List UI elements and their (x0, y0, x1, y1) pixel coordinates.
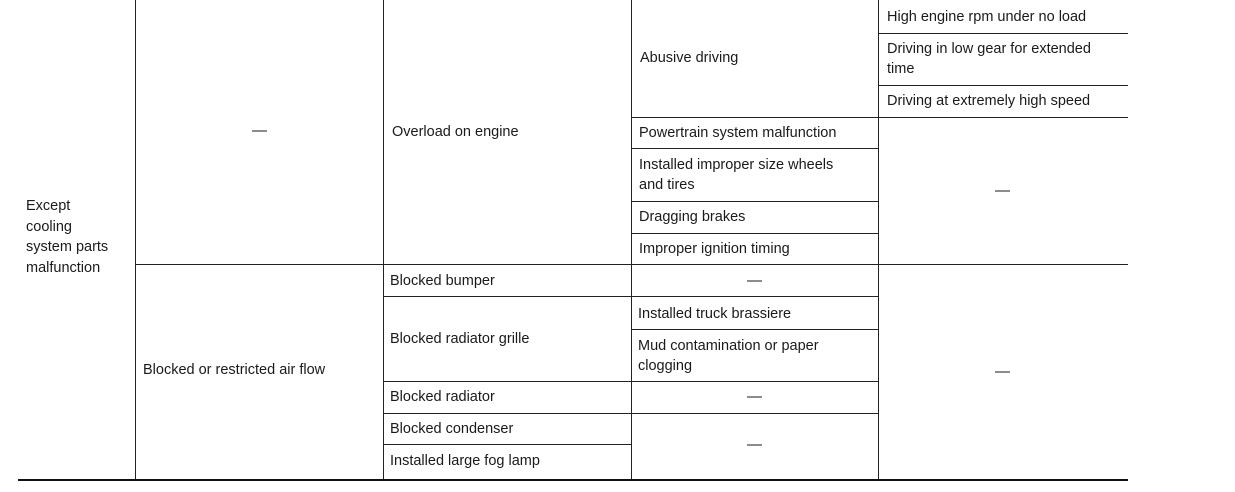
col-divider-2 (383, 0, 384, 480)
wheels-label-line1: Installed improper size wheels (639, 157, 834, 173)
table-bottom-rule (18, 479, 1128, 481)
mud-label-line1: Mud contamination or paper (638, 338, 819, 354)
blocked-radiator-label: Blocked radiator (390, 389, 495, 405)
low-gear-label-line1: Driving in low gear for extended (887, 41, 1091, 57)
mud-label-line2: clogging (638, 358, 693, 374)
col-divider-1 (135, 0, 136, 480)
col3-row-divider-grille (383, 381, 878, 382)
col4-row-divider-1 (631, 148, 878, 149)
wheels-label-line2: and tires (639, 177, 695, 193)
col5-upper-dash: — (995, 182, 1010, 199)
truck-brassiere-label: Installed truck brassiere (638, 306, 792, 322)
col2-dash: — (252, 122, 267, 139)
col4-row-divider-3 (631, 233, 878, 234)
blocked-grille-label: Blocked radiator grille (390, 331, 530, 347)
condenser-dash: — (747, 436, 762, 453)
col-divider-4-top (878, 0, 879, 118)
col3-row-divider-condenser (383, 444, 631, 445)
except-cooling-label: Except cooling system parts malfunction (26, 198, 109, 276)
col-divider-3 (631, 0, 632, 480)
low-gear-label-line2: time (887, 61, 915, 77)
blocked-bumper-label: Blocked bumper (390, 273, 495, 289)
col5-row-divider-3 (631, 117, 1128, 118)
dragging-brakes-label: Dragging brakes (639, 209, 746, 225)
ignition-timing-label: Improper ignition timing (639, 241, 790, 257)
bumper-dash: — (747, 272, 762, 289)
powertrain-label: Powertrain system malfunction (639, 125, 837, 141)
fog-lamp-label: Installed large fog lamp (390, 453, 540, 469)
col-divider-4-bottom (878, 118, 879, 480)
col4-row-divider-2 (631, 201, 878, 202)
col5-row-divider-1 (878, 33, 1128, 34)
blocked-condenser-label: Blocked condenser (390, 421, 514, 437)
col4-row-divider-brassiere (631, 329, 878, 330)
high-speed-label: Driving at extremely high speed (887, 93, 1091, 109)
overload-engine-label: Overload on engine (392, 124, 519, 140)
blocked-air-flow-label: Blocked or restricted air flow (143, 362, 326, 378)
col5-row-divider-2 (878, 85, 1128, 86)
col3-row-divider-radiator (383, 413, 878, 414)
col5-lower-dash: — (995, 363, 1010, 380)
radiator-dash: — (747, 388, 762, 405)
abusive-driving-label: Abusive driving (640, 50, 739, 66)
col2-row-divider (135, 264, 1128, 265)
col3-row-divider-bumper (383, 296, 878, 297)
high-rpm-label: High engine rpm under no load (887, 9, 1087, 25)
